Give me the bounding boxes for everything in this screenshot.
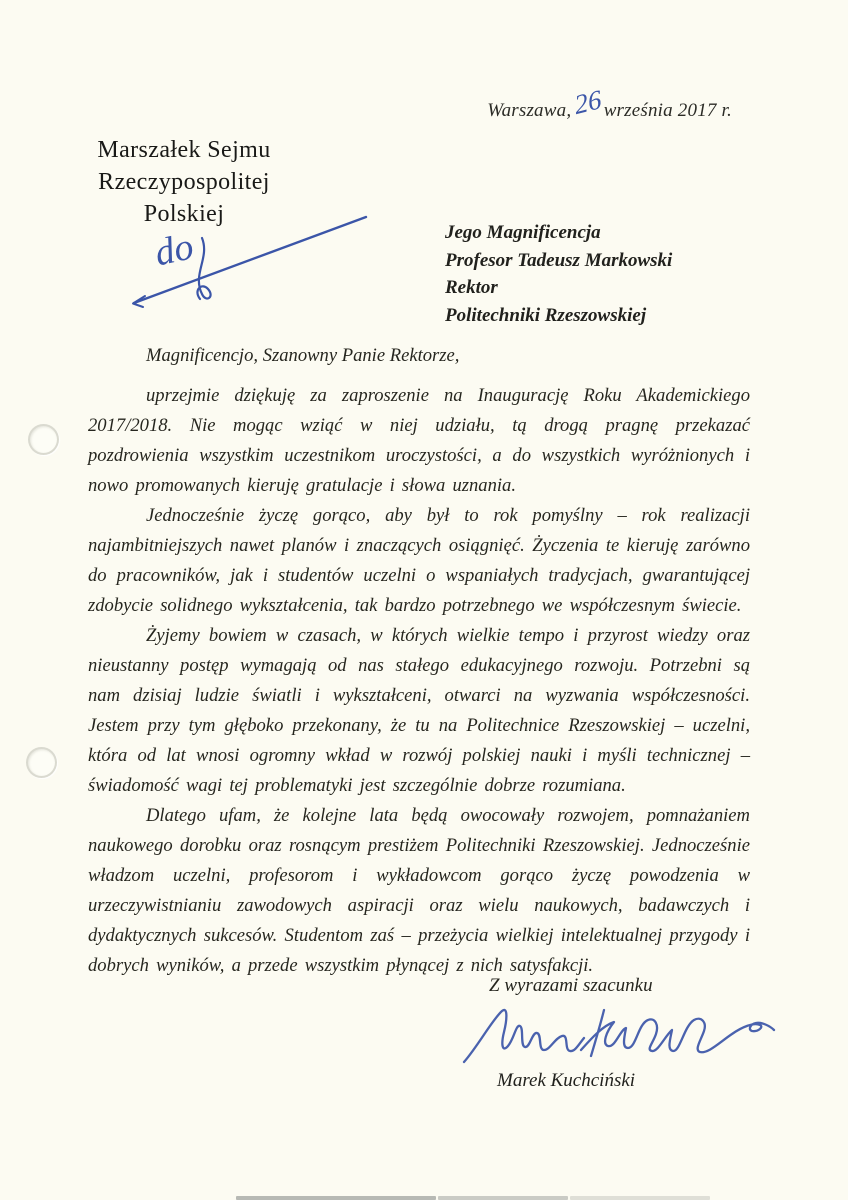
annotation-descender-stroke — [197, 238, 210, 299]
signatory-name: Marek Kuchciński — [497, 1070, 636, 1091]
addressee-line: Jego Magnificencja — [445, 222, 601, 243]
punch-hole-top — [28, 424, 59, 455]
date-rest: września 2017 r. — [603, 100, 732, 121]
date-city: Warszawa, — [487, 100, 572, 121]
salutation: Magnificencjo, Szanowny Panie Rektorze, — [146, 345, 460, 366]
paragraph-2: Jednocześnie życzę gorąco, aby był to rok pomyślny – rok realizacji najambitniejszych nawet planów i znaczących osiągnięć. Życzenia te kieruję zarówno do pracowników, jak i studentów uczelni o wspaniałych tradycjach, gwarantującej zdobycie solidnego wykształcenia, tak bardzo potrzebnego we współczesnym świecie. — [88, 505, 750, 616]
date-line — [487, 83, 732, 122]
handwritten-annotation — [110, 204, 386, 322]
letter-body — [88, 341, 750, 981]
signature-stroke — [464, 1010, 774, 1062]
addressee-block — [445, 219, 672, 329]
letterhead-title-line1: Marszałek Sejmu — [97, 137, 271, 163]
paragraph-1: uprzejmie dziękuję za zaproszenie na Inaugurację Roku Akademickiego 2017/2018. Nie mogąc wziąć w niej udziału, tą drogą pragnę przekazać pozdrowienia wszystkim uczestnikom uroczystości, a do wszystkich wyróżnionych i nowo promowanych kieruję gratulacje i słowa uznania. — [88, 385, 750, 496]
addressee-line: Profesor Tadeusz Markowski — [445, 249, 673, 271]
scan-edge-smudge — [438, 1196, 568, 1200]
signature-handwriting — [458, 998, 778, 1074]
valediction: Z wyrazami szacunku — [489, 975, 653, 996]
punch-hole-bottom — [26, 747, 57, 778]
annotation-note-text: do — [151, 225, 198, 275]
handwritten-date-day: 26 — [572, 83, 604, 121]
letterhead-title-line2: Rzeczypospolitej Polskiej — [98, 169, 270, 227]
addressee-line: Politechniki Rzeszowskiej — [445, 304, 647, 326]
paragraph-3: Żyjemy bowiem w czasach, w których wielkie tempo i przyrost wiedzy oraz nieustanny postęp wymagają od nas stałego edukacyjnego rozwoju. Potrzebni są nam dzisiaj ludzie światli i wykształceni, otwarci na wyzwania współczesności. Jestem przy tym głęboko przekonany, że tu na Politechnice Rzeszowskiej – uczelni, która od lat wnosi ogromny wkład w rozwój polskiej nauki i myśli technicznej – świadomość wagi tej problematyki jest szczególnie dobrze rozumiana. — [88, 625, 750, 796]
paragraph-4: Dlatego ufam, że kolejne lata będą owocowały rozwojem, pomnażaniem naukowego dorobku oraz rosnącym prestiżem Politechniki Rzeszowskiej. Jednocześnie władzom uczelni, profesorom i wykładowcom gorąco życzę powodzenia w urzeczywistnianiu zawodowych aspiracji oraz wielu naukowych, badawczych i dydaktycznych sukcesów. Studentom zaś – przeżycia wielkiej intelektualnej przygody i dobrych wyników, a przede wszystkim płynącej z nich satysfakcji. — [88, 805, 750, 976]
addressee-line: Rektor — [445, 277, 498, 298]
scan-edge-smudge — [236, 1196, 436, 1200]
scan-edge-smudge — [570, 1196, 710, 1200]
